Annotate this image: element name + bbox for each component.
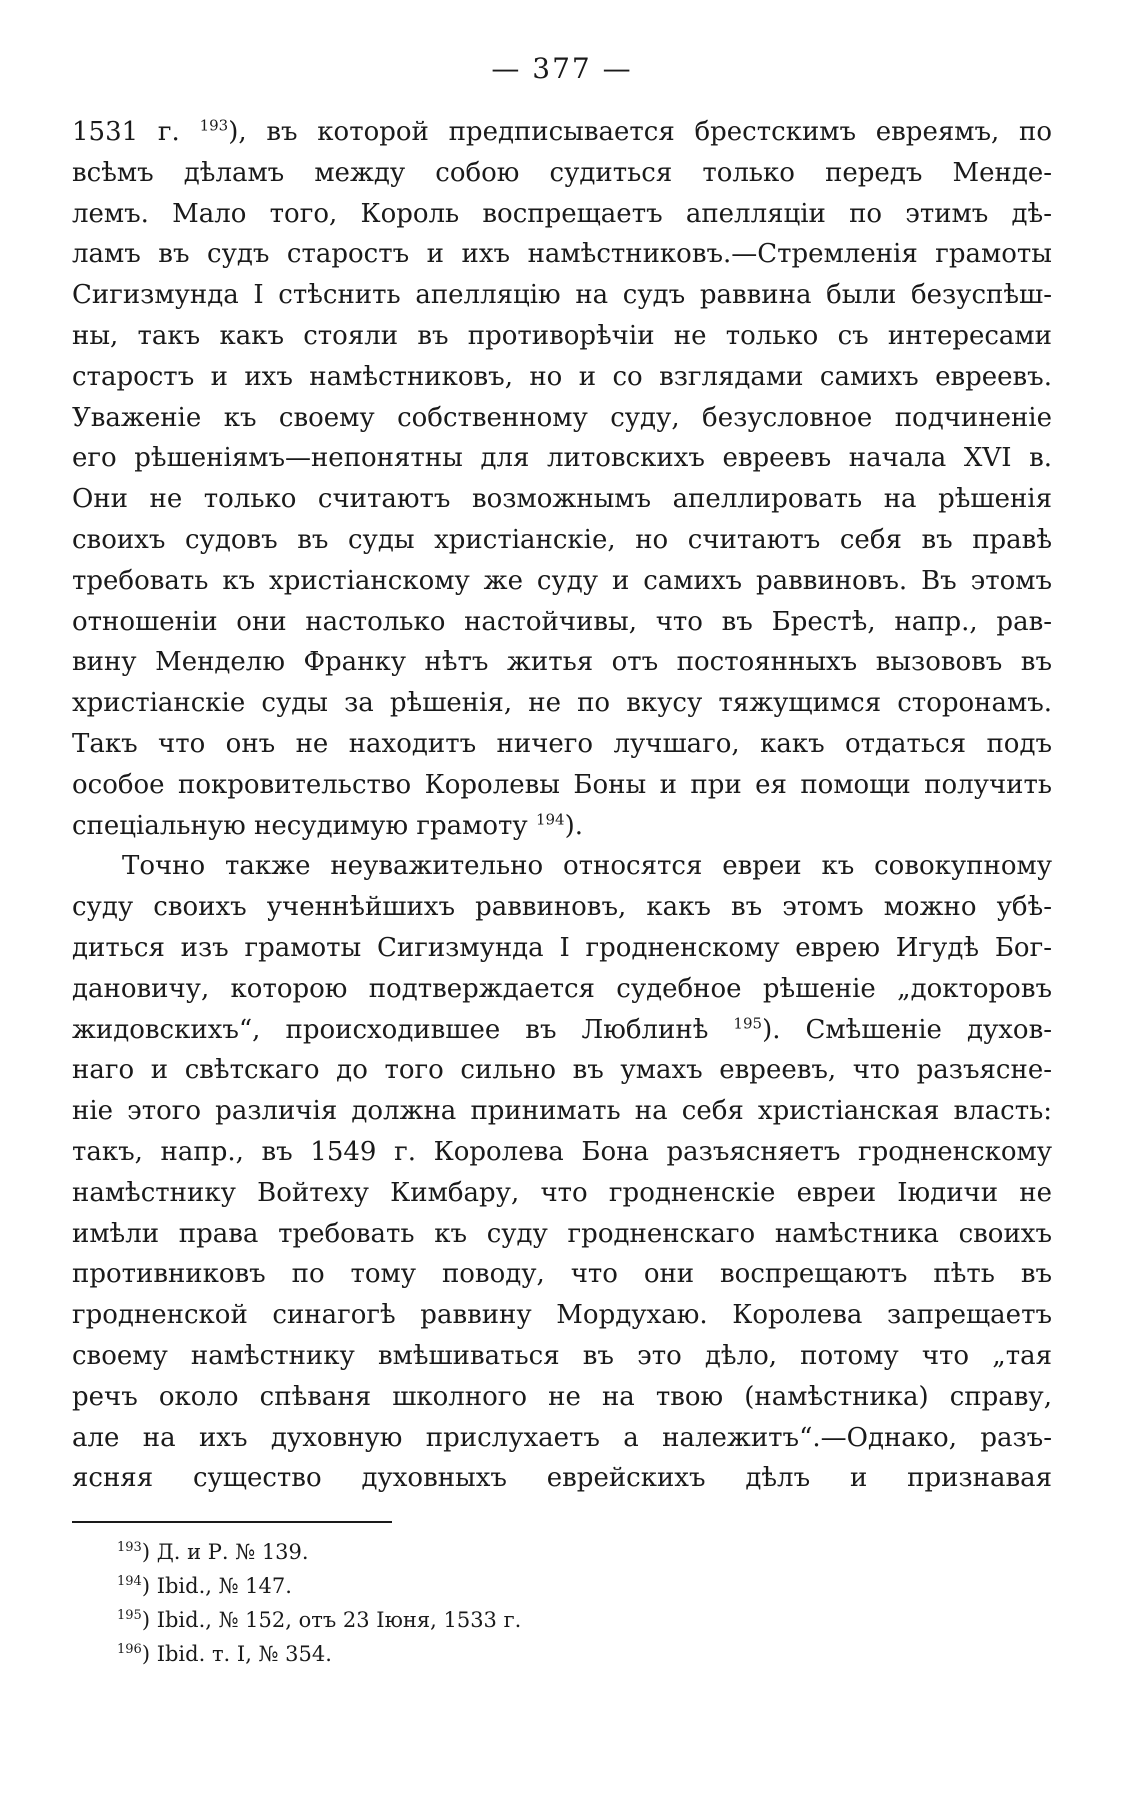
footnote-reference: 193 (199, 116, 229, 135)
page-number: — 377 — (491, 52, 633, 85)
text-line (72, 479, 1052, 520)
text-line (72, 1254, 1052, 1295)
line-text-after: ). (564, 810, 583, 841)
line-text: Они не только считаютъ возможнымъ апеллировать на рѣшенія (72, 484, 1052, 515)
line-text: такъ, напр., въ 1549 г. Королева Бона разъясняетъ гродненскому (72, 1136, 1052, 1167)
line-text: противниковъ по тому поводу, что они воспрещаютъ пѣть въ (72, 1259, 1052, 1290)
text-line (72, 1458, 1052, 1499)
line-text-after: ). Смѣшеніе духов- (762, 1014, 1052, 1045)
footnote-reference: 194 (535, 809, 565, 828)
line-text: ясняя существо духовныхъ еврейскихъ дѣлъ и признавая (72, 1463, 1052, 1494)
footnote-text: ) Д. и Р. № 139. (141, 1540, 309, 1565)
line-text: 1531 г. (72, 117, 200, 147)
line-text: дановичу, которою подтверждается судебное рѣшеніе „докторовъ (72, 973, 1052, 1004)
text-line (72, 1336, 1052, 1377)
line-text: ніе этого различія должна принимать на себя христіанская власть: (72, 1096, 1052, 1127)
text-line (72, 1050, 1052, 1091)
line-text-after: ), въ которой предписывается брестскимъ евреямъ, по (228, 117, 1052, 147)
text-line (72, 398, 1052, 439)
paragraph (72, 846, 1052, 1499)
text-line (72, 1173, 1052, 1214)
line-text: имѣли права требовать къ суду гродненскаго намѣстника своихъ (72, 1218, 1052, 1249)
text-line (72, 724, 1052, 765)
line-text: речъ около спѣваня школного не на твою (намѣстника) справу, (72, 1381, 1052, 1412)
text-line (72, 357, 1052, 398)
text-line (72, 194, 1052, 235)
text-line (72, 1010, 1052, 1051)
footnote-text: ) Ibid., № 152, отъ 23 Іюня, 1533 г. (141, 1608, 522, 1633)
document-page (72, 46, 1052, 1671)
line-text: своему намѣстнику вмѣшиваться въ это дѣло, потому что „тая (72, 1340, 1052, 1371)
line-text: вину Менделю Франку нѣтъ житья отъ постоянныхъ вызововъ въ (72, 647, 1052, 678)
line-text: але на ихъ духовную прислухаетъ а належитъ“.—Однако, разъ- (72, 1422, 1052, 1453)
line-text: своихъ судовъ въ суды христіанскіе, но считаютъ себя въ правѣ (72, 524, 1052, 555)
footnote (117, 1603, 1052, 1637)
footnote-mark: 195 (117, 1608, 142, 1624)
line-text: гродненской синагогѣ раввину Мордухаю. Королева запрещаетъ (72, 1300, 1052, 1331)
text-line (72, 806, 1052, 847)
paragraph (72, 112, 1052, 846)
line-text: Точно также неуважительно относятся евреи къ совокупному (122, 851, 1052, 882)
text-line (72, 887, 1052, 928)
footnote-rule (72, 1521, 392, 1523)
footnote-text: ) Ibid., № 147. (141, 1574, 292, 1599)
line-text: ламъ въ судъ старостъ и ихъ намѣстниковъ.—Стремленія грамоты (72, 239, 1052, 270)
line-text: христіанскіе суды за рѣшенія, не по вкусу тяжущимся сторонамъ. (72, 688, 1052, 719)
text-line (72, 1091, 1052, 1132)
footnote (117, 1637, 1052, 1671)
text-line (72, 1418, 1052, 1459)
text-line (72, 316, 1052, 357)
line-text: спеціальную несудимую грамоту (72, 810, 536, 841)
line-text: Уваженіе къ своему собственному суду, безусловное подчиненіе (72, 402, 1052, 433)
text-line (72, 561, 1052, 602)
text-line (72, 112, 1052, 153)
footnote-reference: 195 (733, 1013, 763, 1032)
text-line (72, 765, 1052, 806)
body-text (72, 112, 1052, 1499)
line-text: лемъ. Мало того, Король воспрещаетъ апелляціи по этимъ дѣ- (72, 198, 1052, 229)
line-text: Такъ что онъ не находитъ ничего лучшаго, какъ отдаться подъ (72, 728, 1052, 759)
footnotes (72, 1535, 1052, 1671)
footnote-mark: 194 (117, 1574, 142, 1590)
line-text: суду своихъ ученнѣйшихъ раввиновъ, какъ въ этомъ можно убѣ- (72, 892, 1052, 923)
text-line (72, 642, 1052, 683)
text-line (72, 1132, 1052, 1173)
footnote-mark: 196 (117, 1642, 142, 1658)
text-line (72, 153, 1052, 194)
text-line (72, 438, 1052, 479)
line-text: жидовскихъ“, происходившее въ Люблинѣ (72, 1014, 734, 1045)
text-line (72, 602, 1052, 643)
line-text: особое покровительство Королевы Боны и при ея помощи получить (72, 769, 1052, 800)
text-line (72, 846, 1052, 887)
line-text: старостъ и ихъ намѣстниковъ, но и со взглядами самихъ евреевъ. (72, 361, 1052, 392)
footnote (117, 1535, 1052, 1569)
footnote-mark: 193 (117, 1540, 142, 1556)
text-line (72, 683, 1052, 724)
text-line (72, 520, 1052, 561)
text-line (72, 1377, 1052, 1418)
line-text: Сигизмунда I стѣснить апелляцію на судъ раввина были безуспѣш- (72, 280, 1052, 311)
line-text: его рѣшеніямъ—непонятны для литовскихъ евреевъ начала XVI в. (72, 443, 1052, 474)
line-text: диться изъ грамоты Сигизмунда I гродненскому еврею Игудѣ Бог- (72, 932, 1052, 963)
line-text: отношеніи они настолько настойчивы, что въ Брестѣ, напр., рав- (72, 606, 1052, 637)
text-line (72, 234, 1052, 275)
footnote (117, 1569, 1052, 1603)
line-text: требовать къ христіанскому же суду и самихъ раввиновъ. Въ этомъ (72, 565, 1052, 596)
text-line (72, 275, 1052, 316)
line-text: ны, такъ какъ стояли въ противорѣчіи не только съ интересами (72, 320, 1052, 351)
footnote-text: ) Ibid. т. I, № 354. (141, 1642, 332, 1667)
text-line (72, 1214, 1052, 1255)
line-text: наго и свѣтскаго до того сильно въ умахъ евреевъ, что разъясне- (72, 1055, 1052, 1086)
text-line (72, 969, 1052, 1010)
text-line (72, 1295, 1052, 1336)
text-line (72, 928, 1052, 969)
line-text: всѣмъ дѣламъ между собою судиться только передъ Менде- (72, 157, 1052, 188)
line-text: намѣстнику Войтеху Кимбару, что гродненскіе евреи Іюдичи не (72, 1177, 1052, 1208)
